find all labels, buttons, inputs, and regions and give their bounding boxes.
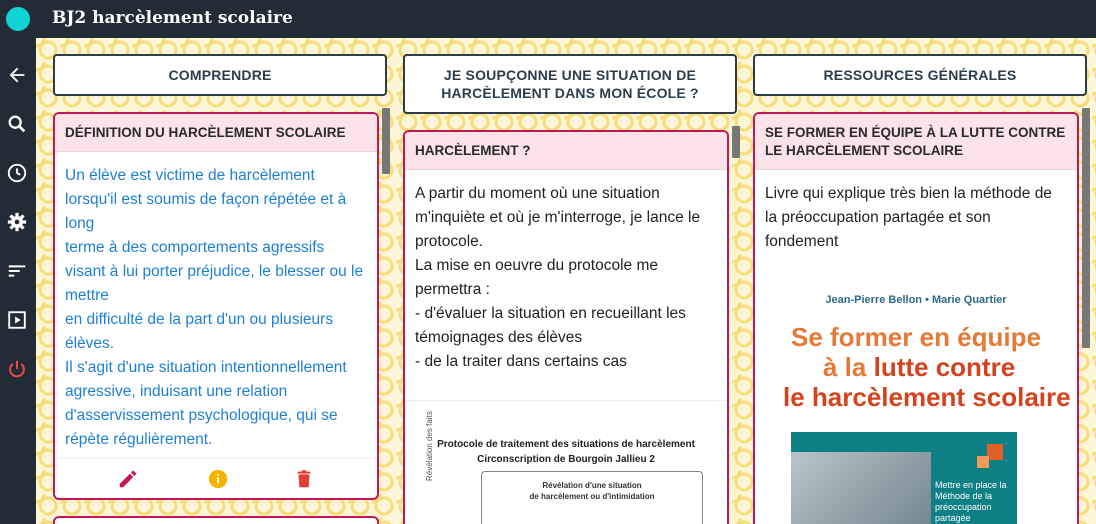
app-logo-icon[interactable]: [6, 7, 30, 31]
book-cover-image[interactable]: [755, 262, 1077, 524]
column-header-comprendre[interactable]: COMPRENDRE: [53, 54, 387, 96]
gear-icon[interactable]: [6, 211, 28, 233]
book-decor-square: [977, 456, 989, 468]
book-title-line1: Se former en équipe: [791, 322, 1041, 352]
card-title: HARCÈLEMENT ?: [405, 132, 727, 170]
card-text: Un élève est victime de harcèlement lorsqu'il est soumis de façon répétée et à long terme à des comportements agressifs visant à lui porter préjudice, le blesser ou le mettre en difficulté de la part d'un ou plusieurs élèves. Il s'agit d'une situation intentionnellement agressive, induisant une relation d'asservissement psychologique, qui se répète régulièrement.: [65, 167, 364, 448]
protocol-box-line1: Révélation d'une situation: [542, 481, 642, 490]
arrow-left-icon[interactable]: [6, 64, 28, 86]
book-decor-square: [987, 444, 1003, 460]
search-icon[interactable]: [6, 113, 28, 135]
card-title: SE FORMER EN ÉQUIPE À LA LUTTE CONTRE LE HARCÈLEMENT SCOLAIRE: [755, 114, 1077, 170]
sidebar: [0, 38, 36, 524]
info-icon[interactable]: [207, 468, 229, 490]
card-actions: [55, 458, 377, 498]
column-header-soupcon[interactable]: JE SOUPÇONNE UNE SITUATION DE HARCÈLEMENT DANS MON ÉCOLE ?: [403, 54, 737, 114]
book-authors: Jean-Pierre Bellon • Marie Quartier: [825, 294, 1007, 306]
card-text: A partir du moment où une situation m'inquiète et où je m'interroge, je lance le protocole. La mise en oeuvre du protocole me permettra : - d'évaluer la situation en recueillant les témoignages des élèves - de la traiter dans certains cas: [415, 185, 701, 370]
board: [36, 38, 1096, 524]
card-text: Livre qui explique très bien la méthode de la préoccupation partagée et son fondement: [765, 185, 1052, 250]
book-cover-photo: [791, 432, 1017, 524]
pencil-icon[interactable]: [117, 468, 139, 490]
card-title: DÉFINITION DU HARCÈLEMENT SCOLAIRE: [55, 114, 377, 152]
column-scrollbar[interactable]: [1082, 108, 1090, 348]
book-title: [783, 322, 1071, 412]
card-ressources[interactable]: [753, 112, 1079, 524]
board-title: BJ2 harcèlement scolaire: [52, 8, 293, 28]
card-harcelement[interactable]: [403, 130, 729, 524]
book-photo-people: [791, 452, 931, 524]
card-next-partial[interactable]: [53, 516, 379, 524]
book-blurb: Mettre en place la Méthode de la préoccupation partagée: [935, 480, 1007, 523]
column-header-ressources[interactable]: RESSOURCES GÉNÉRALES: [753, 54, 1087, 96]
column-scrollbar[interactable]: [382, 108, 390, 174]
protocol-image-title: Protocole de traitement des situations de harcèlement: [437, 439, 695, 450]
column-scrollbar[interactable]: [732, 126, 740, 158]
power-icon[interactable]: [6, 358, 28, 380]
protocol-image-side-text: Révélation des faits: [425, 411, 434, 481]
sort-icon[interactable]: [6, 260, 28, 282]
top-bar: [0, 0, 1096, 38]
trash-icon[interactable]: [293, 468, 315, 490]
book-title-line2b: lutte contre: [873, 352, 1016, 382]
protocol-image[interactable]: [405, 400, 727, 524]
book-title-line2a: à la: [823, 352, 874, 382]
book-title-line3: le harcèlement scolaire: [783, 382, 1071, 412]
card-definition[interactable]: [53, 112, 379, 500]
clock-icon[interactable]: [6, 162, 28, 184]
protocol-image-subtitle: Circonscription de Bourgoin Jallieu 2: [477, 454, 655, 465]
protocol-image-box: [481, 471, 703, 524]
play-icon[interactable]: [6, 309, 28, 331]
protocol-box-line2: de harcèlement ou d'intimidation: [529, 492, 655, 501]
